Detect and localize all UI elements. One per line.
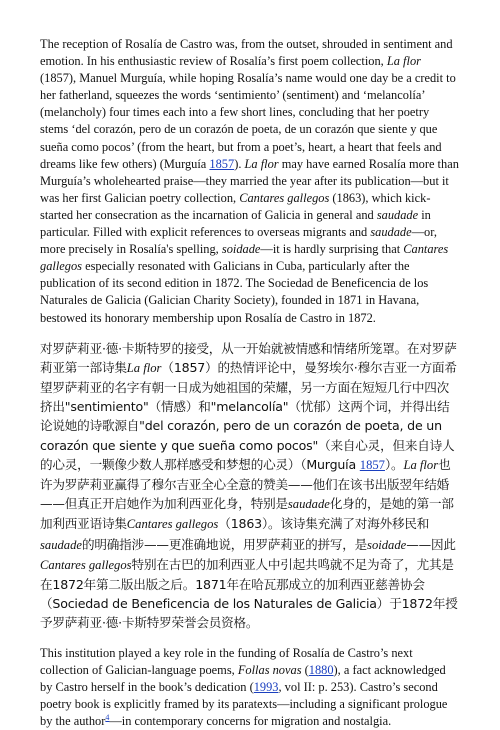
term-soidade: soidade [221,242,261,257]
citation-link-1857[interactable]: 1857 [209,156,235,171]
citation-link-1993[interactable]: 1993 [253,679,279,694]
title-la-flor: La flor [126,360,162,375]
term-saudade: saudade [376,207,419,222]
title-la-flor: La flor [403,457,439,472]
title-cantares-gallegos: Cantares gallegos [239,190,330,205]
title-la-flor: La flor [386,54,421,69]
paragraph-chinese-translation: 对罗萨莉亚·德·卡斯特罗的接受，从一开始就被情感和情绪所笼罩。在对罗萨莉亚第一部诗集La flor（1857）的热情评论中，曼努埃尔·穆尔吉亚一方面希望罗萨莉亚的名字有朝一日成为她祖国的荣耀，另一方面在短短几行中四次挤出"sentimiento"（情感）和"melancolía"（忧郁）这两个词，并得出结论说她的诗歌源自"del corazón, pero de un corazón de poeta, de un corazón que siente y que sueña como pocos"（来自心灵，但来自诗人的心灵，一颗像少数人那样感受和梦想的心灵）（Murguía 1857）。La flor也许为罗萨莉亚赢得了穆尔吉亚全心全意的赞美——他们在该书出版翌年结婚——但真正开启她作为加利西亚化身，特别是saudade化身的，是她的第一部加利西亚语诗集Cantares gallegos（1863）。该诗集充满了对海外移民和saudade的明确指涉——更准确地说，用罗萨莉亚的拼写，是soidade——因此Cantares gallegos特别在古巴的加利西亚人中引起共鸣就不足为奇了，尤其是在1872年第二版出版之后。1871年在哈瓦那成立的加利西亚慈善协会（Sociedad de Beneficencia de los Naturales de Galicia）于1872年授予罗萨莉亚·德·卡斯特罗荣誉会员资格。 [40,340,458,631]
term-saudade: saudade [287,497,330,512]
title-cantares-gallegos: Cantares gallegos [40,557,132,572]
title-cantares-gallegos: Cantares gallegos [40,242,449,274]
citation-link-1857[interactable]: 1857 [359,457,385,472]
title-follas-novas: Follas novas [237,662,302,677]
title-la-flor: La flor [244,156,279,171]
term-saudade: saudade [40,537,82,552]
term-soidade: soidade [367,537,407,552]
title-cantares-gallegos: Cantares gallegos [126,517,219,532]
term-saudade: saudade [370,225,412,240]
footnote-link-4[interactable]: 4 [105,712,110,722]
paragraph-english-2: This institution played a key role in the funding of Rosalía de Castro’s next collection of Galician-language poems, Follas novas (1880), a fact acknowledged by Castro herself in the book’s dedication (1993, vol II: p. 253). Castro’s second poetry book is explicitly framed by its paratexts—including a significant prologue by the author$^4$—in contemporary concerns for migration and nostalgia. [40,645,448,729]
citation-link-1880[interactable]: 1880 [308,662,334,677]
paragraph-english-1: The reception of Rosalía de Castro was, from the outset, shrouded in sentiment and emotion. In his enthusiastic review of Rosalía’s first poem collection, La flor (1857), Manuel Murguía, while hoping Rosalía’s name would one day be a credit to her fatherland, squeezes the words ‘sentimiento’ (sentiment) and ‘melancolía’ (melancholy) four times each into a few short lines, concluding that her poetry stems ‘del corazón, pero de un corazón de poeta, de un corazón que siente y que sueña como pocos’ (from the heart, but from a poet’s, heart, a heart that feels and dreams like few others) (Murguía 1857). La flor may have earned Rosalía more than Murguía’s wholehearted praise—they married the year after its publication—but it was her first Galician poetry collection, Cantares gallegos (1863), which kick-started her consecration as the incarnation of Galicia in general and saudade in particular. Filled with explicit references to overseas migrants and saudade—or, more precisely in Rosalía's spelling, soidade—it is hardly surprising that Cantares gallegos especially resonated with Galicians in Cuba, particularly after the publication of its second edition in 1872. The Sociedad de Beneficencia de los Naturales de Galicia (Galician Charity Society), founded in 1871 in Havana, bestowed its honorary membership upon Rosalía de Castro in 1872. [40,37,459,325]
article-body [40,36,460,730]
